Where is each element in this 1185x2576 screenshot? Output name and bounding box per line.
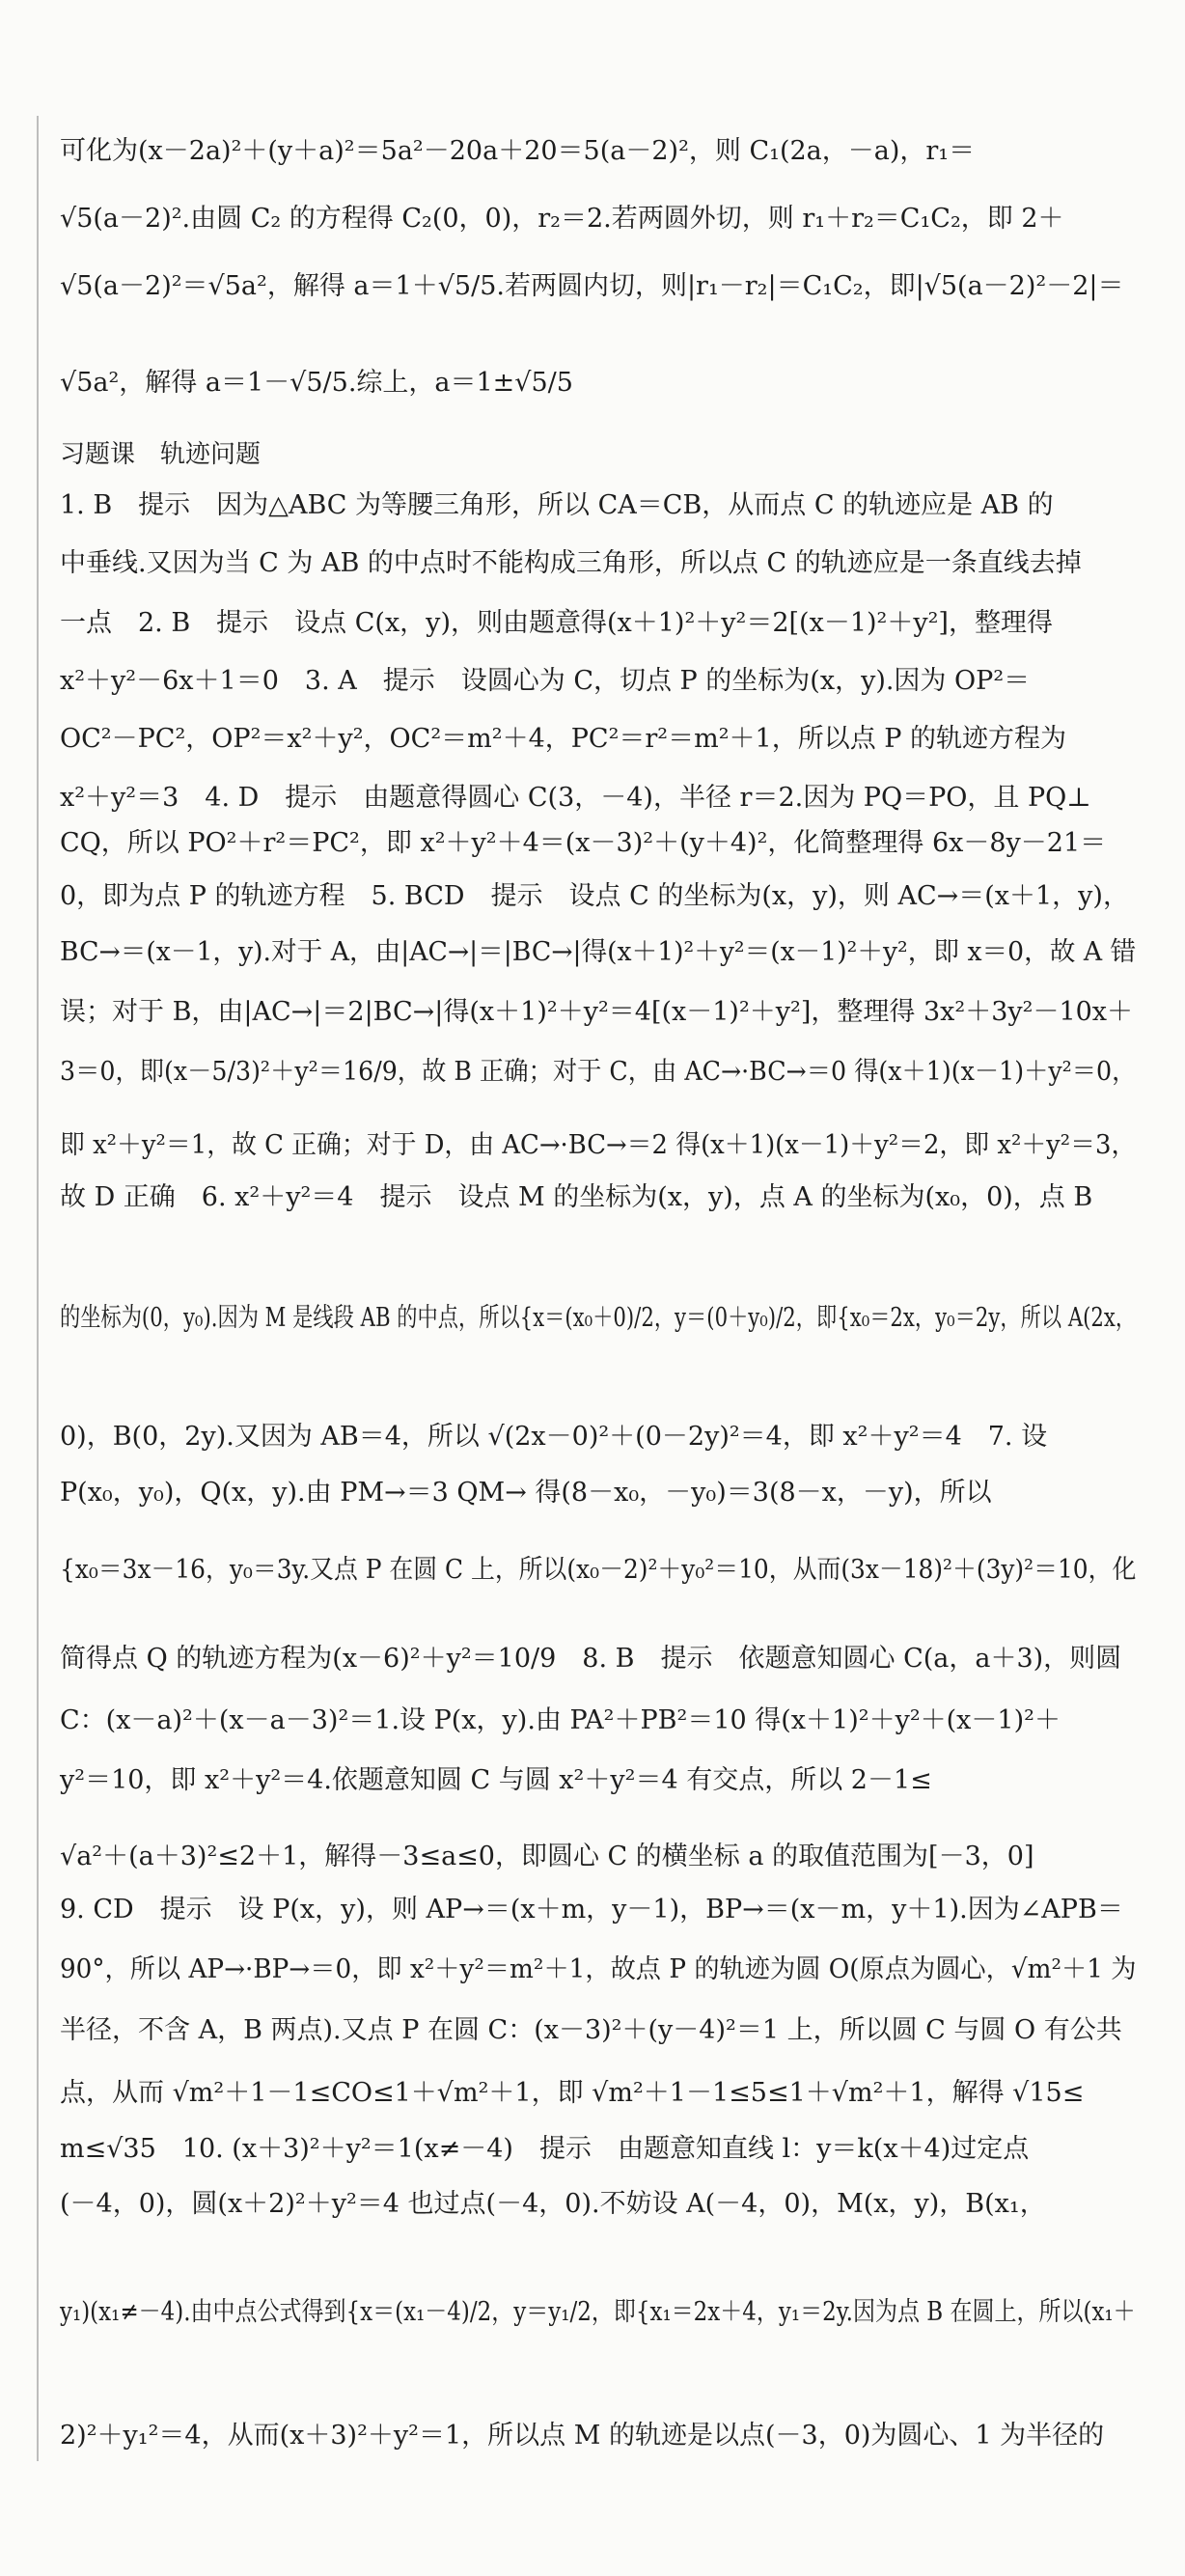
text-line: BC→＝(x－1，y).对于 A，由|AC→|＝|BC→|得(x＋1)²＋y²＝(x－1)²＋y²，即 x＝0，故 A 错: [60, 937, 1137, 967]
text-line: 即 x²＋y²＝1，故 C 正确；对于 D，由 AC→·BC→＝2 得(x＋1)(x－1)＋y²＝2，即 x²＋y²＝3，: [60, 1130, 1137, 1160]
text-line: 1. B 提示 因为△ABC 为等腰三角形，所以 CA＝CB，从而点 C 的轨迹应是 AB 的: [60, 490, 1054, 520]
text-line: x²＋y²－6x＋1＝0 3. A 提示 设圆心为 C，切点 P 的坐标为(x，y).因为 OP²＝: [60, 666, 1031, 696]
text-line: 2)²＋y₁²＝4，从而(x＋3)²＋y²＝1，所以点 M 的轨迹是以点(－3，0)为圆心、1 为半径的: [60, 2421, 1105, 2451]
text-line: m≤√35 10. (x＋3)²＋y²＝1(x≠－4) 提示 由题意知直线 l：y＝k(x＋4)过定点: [60, 2134, 1030, 2164]
text-line: 一点 2. B 提示 设点 C(x，y)，则由题意得(x＋1)²＋y²＝2[(x－1)²＋y²]，整理得: [60, 608, 1053, 638]
text-line: x²＋y²＝3 4. D 提示 由题意得圆心 C(3，－4)，半径 r＝2.因为 PQ＝PO，且 PQ⊥: [60, 783, 1091, 813]
text-line: 点，从而 √m²＋1－1≤CO≤1＋√m²＋1，即 √m²＋1－1≤5≤1＋√m²＋1，解得 √15≤: [60, 2078, 1085, 2108]
text-line: √5(a－2)²＝√5a²，解得 a＝1＋√5/5.若两圆内切，则|r₁－r₂|＝C₁C₂，即|√5(a－2)²－2|＝: [60, 271, 1124, 301]
text-line: P(x₀，y₀)，Q(x，y).由 PM→＝3 QM→ 得(8－x₀，－y₀)＝3(8－x，－y)，所以: [60, 1478, 992, 1508]
text-line: √a²＋(a＋3)²≤2＋1，解得－3≤a≤0，即圆心 C 的横坐标 a 的取值范围为[－3，0]: [60, 1842, 1034, 1871]
text-line: {x₀＝3x－16，y₀＝3y.又点 P 在圆 C 上，所以(x₀－2)²＋y₀²＝10，从而(3x－18)²＋(3y)²＝10，化: [60, 1555, 1137, 1585]
text-line: 0)，B(0，2y).又因为 AB＝4，所以 √(2x－0)²＋(0－2y)²＝4，即 x²＋y²＝4 7. 设: [60, 1422, 1048, 1452]
text-line: C：(x－a)²＋(x－a－3)²＝1.设 P(x，y).由 PA²＋PB²＝10 得(x＋1)²＋y²＋(x－1)²＋: [60, 1705, 1061, 1735]
text-line: CQ，所以 PO²＋r²＝PC²，即 x²＋y²＋4＝(x－3)²＋(y＋4)²，化简整理得 6x－8y－21＝: [60, 828, 1107, 858]
text-line: 0，即为点 P 的轨迹方程 5. BCD 提示 设点 C 的坐标为(x，y)，则 AC→＝(x＋1，y)，: [60, 881, 1129, 911]
text-line: 中垂线.又因为当 C 为 AB 的中点时不能构成三角形，所以点 C 的轨迹应是一条直线去掉: [60, 548, 1082, 578]
text-line: 可化为(x－2a)²＋(y＋a)²＝5a²－20a＋20＝5(a－2)²，则 C₁(2a，－a)，r₁＝: [60, 136, 976, 166]
text-line: y₁)(x₁≠－4).由中点公式得到{x＝(x₁－4)/2，y＝y₁/2，即{x₁＝2x＋4，y₁＝2y.因为点 B 在圆上，所以(x₁＋: [60, 2297, 1136, 2327]
section-title: 习题课 轨迹问题: [60, 440, 262, 469]
text-line: 误；对于 B，由|AC→|＝2|BC→|得(x＋1)²＋y²＝4[(x－1)²＋y²]，整理得 3x²＋3y²－10x＋: [60, 997, 1134, 1027]
text-line: 3＝0，即(x－5/3)²＋y²＝16/9，故 B 正确；对于 C，由 AC→·BC→＝0 得(x＋1)(x－1)＋y²＝0，: [60, 1057, 1137, 1087]
left-margin-rule: [37, 116, 39, 2461]
text-line: OC²－PC²，OP²＝x²＋y²，OC²＝m²＋4，PC²＝r²＝m²＋1，所以点 P 的轨迹方程为: [60, 724, 1067, 754]
text-line: 简得点 Q 的轨迹方程为(x－6)²＋y²＝10/9 8. B 提示 依题意知圆心 C(a，a＋3)，则圆: [60, 1644, 1122, 1674]
text-line: √5a²，解得 a＝1－√5/5.综上，a＝1±√5/5: [60, 368, 573, 398]
text-line: 的坐标为(0，y₀).因为 M 是线段 AB 的中点，所以{x＝(x₀＋0)/2，y＝(0＋y₀)/2，即{x₀＝2x，y₀＝2y，所以 A(2x，: [60, 1303, 1137, 1333]
text-line: 90°，所以 AP→·BP→＝0，即 x²＋y²＝m²＋1，故点 P 的轨迹为圆 O(原点为圆心，√m²＋1 为: [60, 1954, 1137, 1984]
text-line: (－4，0)，圆(x＋2)²＋y²＝4 也过点(－4，0).不妨设 A(－4，0)，M(x，y)，B(x₁，: [60, 2189, 1046, 2219]
text-line: 9. CD 提示 设 P(x，y)，则 AP→＝(x＋m，y－1)，BP→＝(x－m，y＋1).因为∠APB＝: [60, 1895, 1123, 1925]
text-line: 半径，不含 A，B 两点).又点 P 在圆 C：(x－3)²＋(y－4)²＝1 上，所以圆 C 与圆 O 有公共: [60, 2015, 1122, 2045]
text-line: √5(a－2)².由圆 C₂ 的方程得 C₂(0，0)，r₂＝2.若两圆外切，则 r₁＋r₂＝C₁C₂，即 2＋: [60, 204, 1064, 234]
text-line: 故 D 正确 6. x²＋y²＝4 提示 设点 M 的坐标为(x，y)，点 A 的坐标为(x₀，0)，点 B: [60, 1182, 1093, 1212]
text-line: y²＝10，即 x²＋y²＝4.依题意知圆 C 与圆 x²＋y²＝4 有交点，所以 2－1≤: [60, 1765, 932, 1795]
